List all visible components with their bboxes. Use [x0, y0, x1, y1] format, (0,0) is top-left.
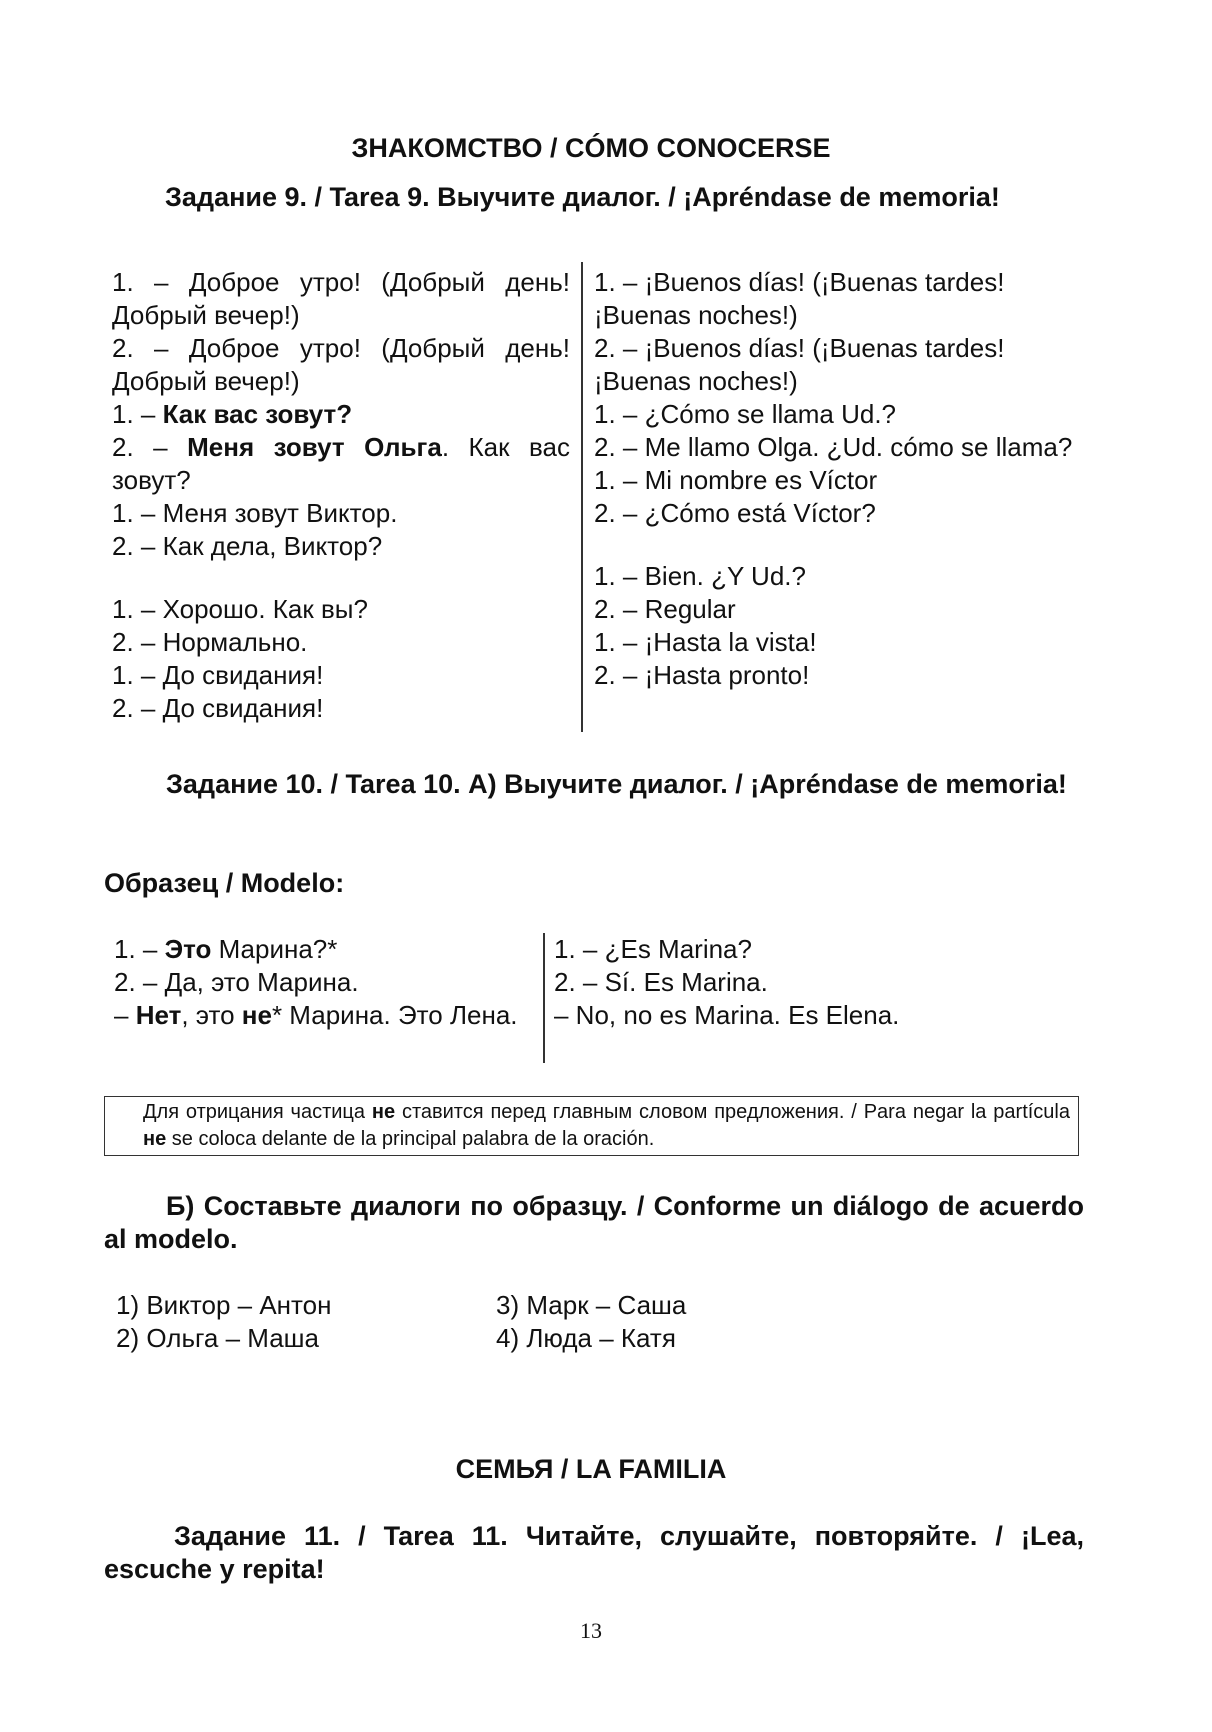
dialogue-line-es: 2. – ¡Buenos días! (¡Buenas tardes! ¡Buenas noches!): [594, 333, 1005, 396]
pair-item: 2) Ольга – Маша: [116, 1323, 319, 1353]
pair-item: 3) Марк – Саша: [496, 1290, 687, 1320]
task-9-spanish-column: [594, 266, 1074, 692]
dialogue-line-ru: 1. – Хорошо. Как вы?: [112, 594, 368, 624]
model-line-es: 2. – Sí. Es Marina.: [554, 967, 768, 997]
dialogue-line-es: 2. – ¿Cómo está Víctor?: [594, 498, 876, 528]
section-title-family: СЕМЬЯ / LA FAMILIA: [455, 1454, 727, 1484]
model-line-ru-bold: Это: [164, 934, 212, 964]
task-9-russian-column: [112, 266, 570, 725]
dialogue-line-ru: 1. – До свидания!: [112, 660, 324, 690]
note-bold: не: [371, 1101, 396, 1123]
pair-item: 4) Люда – Катя: [496, 1323, 676, 1353]
dialogue-line-ru: 2. – Нормально.: [112, 627, 308, 657]
dialogue-line-ru-bold: Как вас зовут?: [162, 399, 353, 429]
model-label: Образец / Modelo:: [104, 868, 345, 898]
pairs-list-right: [496, 1289, 856, 1355]
model-line-es: – No, no es Marina. Es Elena.: [554, 1000, 900, 1030]
section-title-acquaintance: ЗНАКОМСТВО / CÓMO CONOCERSE: [351, 133, 831, 163]
grammar-note-box: Для отрицания частица не ставится перед главным словом предложения. / Para negar la partícula не se coloca delante de la principal palabra de la oración.: [104, 1096, 1079, 1156]
dialogue-line-es: 1. – Bien. ¿Y Ud.?: [594, 561, 806, 591]
dialogue-line-ru-bold: Меня зовут Ольга: [187, 432, 442, 462]
column-divider: [543, 933, 545, 1063]
column-divider: [581, 262, 583, 732]
pairs-list-left: [116, 1289, 476, 1355]
dialogue-line-ru: 2. – До свидания!: [112, 693, 324, 723]
dialogue-line-ru: 1. – Доброе утро! (Добрый день! Добрый вечер!): [112, 267, 570, 330]
page-number: 13: [580, 1618, 602, 1643]
model-line-ru-bold: Нет: [135, 1000, 182, 1030]
dialogue-line-es: 1. – ¡Hasta la vista!: [594, 627, 817, 657]
model-line-ru: 2. – Да, это Марина.: [114, 967, 359, 997]
dialogue-line-es: 1. – ¡Buenos días! (¡Buenas tardes! ¡Buenas noches!): [594, 267, 1005, 330]
dialogue-line-es: 2. – ¡Hasta pronto!: [594, 660, 810, 690]
dialogue-line-ru: 2. – Доброе утро! (Добрый день! Добрый вечер!): [112, 333, 570, 396]
model-line-es: 1. – ¿Es Marina?: [554, 934, 752, 964]
dialogue-line-es: 2. – Me llamo Olga. ¿Ud. cómo se llama?: [594, 432, 1073, 462]
task-10-part-b-heading: Б) Составьте диалоги по образцу. / Conforme un diálogo de acuerdo al modelo.: [104, 1191, 1084, 1254]
note-bold: не: [143, 1128, 167, 1150]
pair-item: 1) Виктор – Антон: [116, 1290, 332, 1320]
dialogue-line-ru: 2. – Как дела, Виктор?: [112, 531, 383, 561]
model-line-ru: – Нет, это не* Марина. Это Лена.: [114, 1000, 518, 1030]
task-10-spanish-column: [554, 933, 974, 1032]
dialogue-line-es: 2. – Regular: [594, 594, 736, 624]
task-10-heading: Задание 10. / Tarea 10. А) Выучите диалог. / ¡Apréndase de memoria!: [166, 769, 1067, 799]
dialogue-line-ru: 2. – Меня зовут Ольга. Как вас зовут?: [112, 432, 570, 495]
task-11-heading: Задание 11. / Tarea 11. Читайте, слушайте, повторяйте. / ¡Lea, escuche y repita!: [104, 1521, 1084, 1584]
model-line-ru-bold: не: [241, 1000, 272, 1030]
dialogue-line-es: 1. – ¿Cómo se llama Ud.?: [594, 399, 897, 429]
dialogue-line-ru: 1. – Меня зовут Виктор.: [112, 498, 398, 528]
dialogue-line-es: 1. – Mi nombre es Víctor: [594, 465, 878, 495]
task-10-russian-column: [114, 933, 532, 1032]
task-9-heading: Задание 9. / Tarea 9. Выучите диалог. / ¡Apréndase de memoria!: [165, 182, 1000, 212]
model-line-ru: 1. – Это Марина?*: [114, 934, 338, 964]
dialogue-line-ru: 1. – Как вас зовут?: [112, 399, 353, 429]
